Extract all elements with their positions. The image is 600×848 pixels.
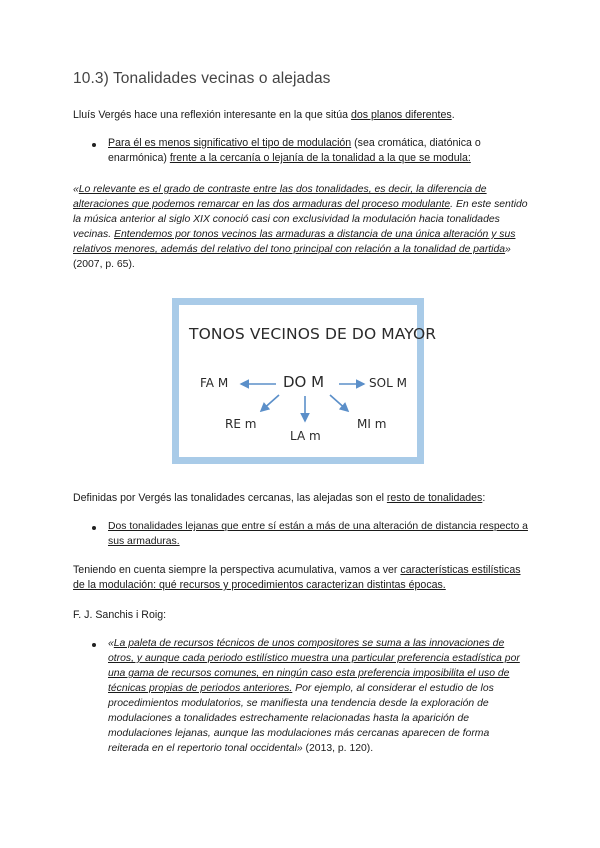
bullet-3-text: Por ejemplo, al considerar el estudio de los procedimientos modulatorios, se manifiesta una tendencia desde la exploración de modulaciones a tonalidades estrechamente relacionadas hasta la aparición de modulaciones lejanas, aunque las modulaciones más cercanas aparecen de forma reiterada en el repertorio tonal occidental	[108, 683, 494, 754]
paragraph-perspectiva	[73, 563, 533, 593]
paragraph-lejanas	[73, 491, 533, 506]
intro-underlined: dos planos diferentes	[350, 109, 452, 121]
quote-underlined-1: Lo relevante es el grado de contraste entre las dos tonalidades, es decir, la diferencia de alteraciones que podemos remarcar en las dos armaduras del proceso modulante	[73, 184, 487, 210]
bullet-3-close: »	[296, 743, 303, 754]
intro-end: .	[451, 109, 455, 121]
figure-arrows	[179, 305, 417, 457]
bullet-1	[108, 136, 528, 166]
lejanas-underlined: resto de tonalidades	[386, 492, 483, 504]
quote-underlined-2: Entendemos por tonos vecinos las armaduras a distancia de una única alteración y sus relativos menores, además del relativo del tono principal con relación a la tonalidad de partida	[73, 229, 516, 255]
bullet-dot-2	[92, 526, 96, 530]
figure-right-label: SOL M	[369, 376, 407, 390]
intro-text: Lluís Vergés hace una reflexión interesante en la que sitúa	[73, 109, 351, 121]
bullet-1-underlined-2: frente a la cercanía o lejanía de la tonalidad a la que se modula:	[169, 152, 471, 164]
quote-verges	[73, 182, 529, 272]
figure-bottom-right-label: MI m	[357, 417, 387, 431]
figure-left-label: FA M	[200, 376, 229, 390]
arrow-down-left	[261, 395, 279, 411]
quote-citation: (2007, p. 65).	[73, 259, 135, 270]
quote-open: «	[73, 184, 79, 195]
perspectiva-text: Teniendo en cuenta siempre la perspectiva acumulativa, vamos a ver	[73, 564, 401, 576]
bullet-dot-1	[92, 143, 96, 147]
bullet-1-text: (sea cromática, diatónica o enarmónica)	[108, 137, 481, 164]
bullet-2: Dos tonalidades lejanas que entre sí están a más de una alteración de distancia respecto a sus armaduras.	[108, 521, 528, 547]
bullet-3-citation: (2013, p. 120).	[302, 743, 374, 754]
quote-text: . En este sentido la música anterior al siglo XIX conoció casi con exclusividad la modulación hacia tonalidades vecinas.	[73, 199, 528, 240]
bullet-1-underlined-1: Para él es menos significativo el tipo de modulación	[108, 137, 352, 149]
intro-paragraph	[73, 108, 533, 123]
author-line: F. J. Sanchis i Roig:	[73, 609, 167, 621]
bullet-dot-3	[92, 643, 96, 647]
section-heading: 10.3) Tonalidades vecinas o alejadas	[73, 70, 331, 87]
perspectiva-underlined: características estilísticas de la modulación: qué recursos y procedimientos caracterizan distintas épocas.	[73, 564, 521, 591]
bullet-3-quote	[108, 636, 533, 756]
arrow-down-right	[330, 395, 348, 411]
bullet-3-open: «	[108, 638, 114, 649]
lejanas-text: Definidas por Vergés las tonalidades cercanas, las alejadas son el	[73, 492, 387, 504]
tonos-vecinos-figure	[172, 298, 437, 464]
figure-title: TONOS VECINOS DE DO MAYOR	[189, 325, 437, 343]
lejanas-end: :	[482, 492, 486, 504]
quote-close: »	[505, 244, 511, 255]
figure-center-label: DO M	[283, 373, 325, 391]
figure-panel	[179, 305, 437, 457]
figure-bottom-center-label: LA m	[290, 429, 321, 443]
bullet-3-underlined: La paleta de recursos técnicos de unos compositores se suma a las innovaciones de otros, y aunque cada periodo estilístico muestra una particular preferencia estadística por una gama de recursos comunes, en ningún caso esta preferencia imposibilita el uso de técnicas propias de periodos anteriores.	[108, 638, 520, 694]
figure-bottom-left-label: RE m	[225, 417, 257, 431]
